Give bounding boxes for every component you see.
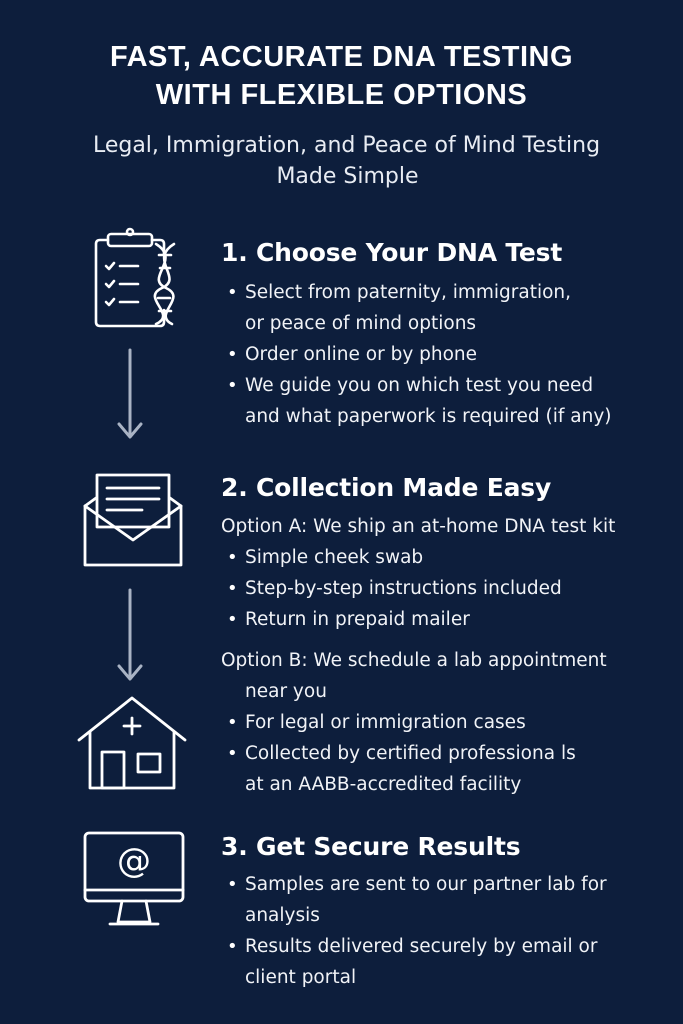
envelope-icon: [82, 470, 184, 570]
monitor-at-icon: [82, 830, 186, 930]
clipboard-dna-icon: [92, 226, 182, 330]
step-3: [221, 830, 671, 993]
bullet-text: Samples are sent to our partner lab for: [245, 874, 607, 895]
step-3-list: [221, 869, 671, 993]
option-a-list: [221, 542, 671, 635]
title-line-2: WITH FLEXIBLE OPTIONS: [155, 79, 528, 111]
step-1-heading: 1. Choose Your DNA Test: [221, 238, 563, 267]
bullet-text: Select from paternity, immigration,: [245, 282, 572, 303]
list-item: [221, 277, 671, 339]
title-line-1: FAST, ACCURATE DNA TESTING: [109, 41, 574, 73]
bullet-text: Step-by-step instructions included: [245, 578, 562, 599]
list-item: [221, 931, 671, 993]
step-3-heading: 3. Get Secure Results: [221, 832, 521, 861]
list-item: [221, 738, 671, 800]
list-item: [221, 339, 671, 370]
subtitle-line-2: Made Simple: [276, 164, 419, 189]
step-1-list: [221, 277, 671, 432]
option-a-label: [221, 511, 671, 542]
list-item: [221, 604, 671, 635]
house-icon: [76, 694, 188, 792]
bullet-text: or peace of mind options: [245, 313, 477, 334]
page-subtitle: [0, 130, 683, 192]
bullet-text: Results delivered securely by email or: [245, 936, 598, 957]
list-item: [221, 370, 671, 432]
step-1: [221, 236, 671, 432]
svg-text:@: @: [117, 841, 151, 881]
bullet-text: For legal or immigration cases: [245, 712, 526, 733]
list-item: [221, 869, 671, 931]
list-item: [221, 707, 671, 738]
bullet-text: Return in prepaid mailer: [245, 609, 470, 630]
page-title: [0, 38, 683, 114]
option-b-list: [221, 707, 671, 800]
option-b-text: Option B: We schedule a lab appointment: [221, 650, 607, 671]
subtitle-line-1: Legal, Immigration, and Peace of Mind Testing: [92, 133, 601, 158]
option-a-text: Option A: We ship an at-home DNA test kit: [221, 516, 616, 537]
list-item: [221, 542, 671, 573]
option-b-label: [221, 645, 671, 707]
bullet-text: client portal: [245, 967, 357, 988]
step-2: [221, 471, 671, 800]
step-2-heading: 2. Collection Made Easy: [221, 473, 552, 502]
down-arrow-2: [117, 588, 143, 684]
bullet-text: Order online or by phone: [245, 344, 478, 365]
bullet-text: and what paperwork is required (if any): [245, 406, 612, 427]
bullet-text: at an AABB-accredited facility: [245, 774, 522, 795]
down-arrow-1: [117, 348, 143, 442]
option-b-text: near you: [245, 681, 327, 702]
bullet-text: We guide you on which test you need: [245, 375, 594, 396]
bullet-text: Simple cheek swab: [245, 547, 424, 568]
bullet-text: analysis: [245, 905, 320, 926]
bullet-text: Collected by certified professiona ls: [245, 743, 576, 764]
list-item: [221, 573, 671, 604]
